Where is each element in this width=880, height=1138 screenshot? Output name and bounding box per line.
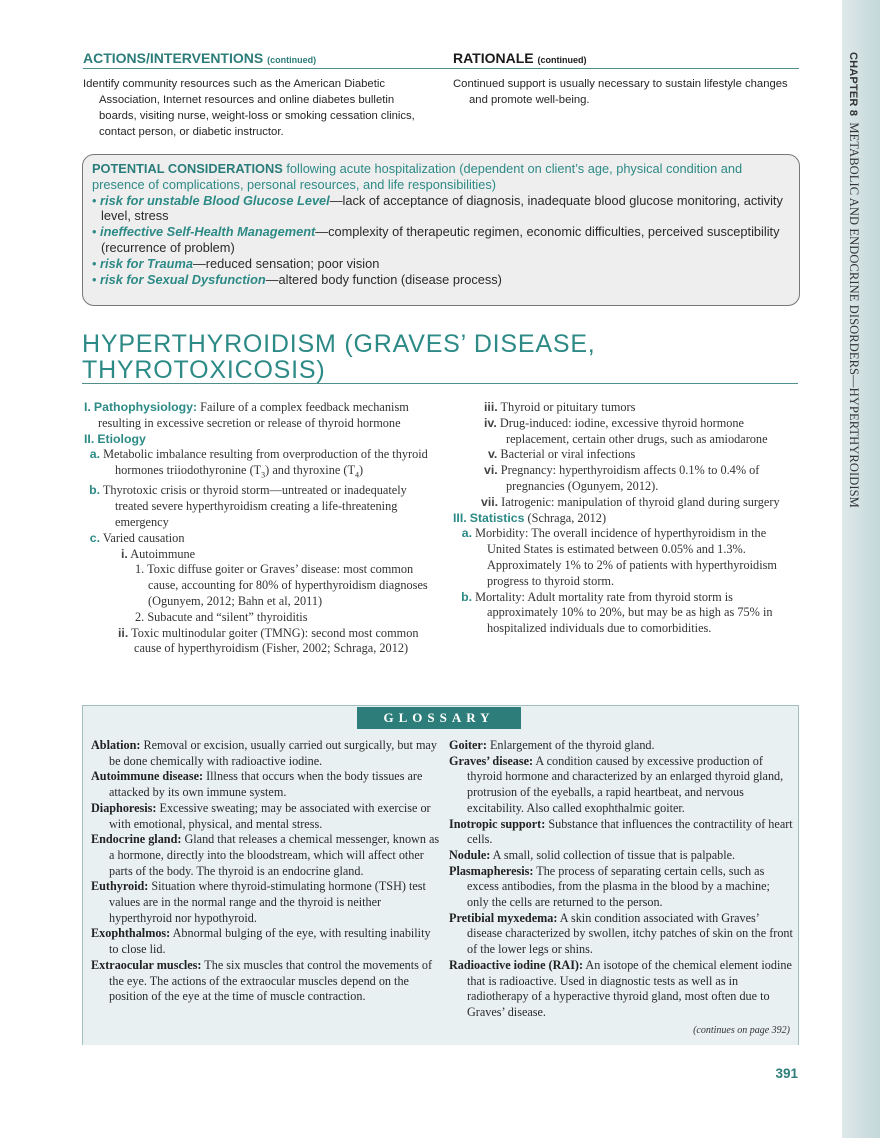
glossary-title: GLOSSARY xyxy=(357,707,521,729)
continued-label: (continued) xyxy=(267,55,317,65)
glossary-entry: Euthyroid: Situation where thyroid-stimulating hormone (TSH) test values are in the normal range and the thyroid is neither hyperthyroid nor hypothyroid. xyxy=(91,879,426,925)
outline-item-c-i-2: 2. Subacute and “silent” thyroiditis xyxy=(135,609,308,624)
outline-item-c-iii: iii. Thyroid or pituitary tumors xyxy=(484,400,636,414)
continues-note: (continues on page 392) xyxy=(693,1025,790,1036)
glossary-entry: Ablation: Removal or excision, usually carried out surgically, but may be done chemically with radioactive iodine. xyxy=(91,738,437,768)
glossary-entry: Inotropic support: Substance that influences the contractility of heart cells. xyxy=(449,816,793,847)
potential-considerations-box xyxy=(82,154,800,306)
glossary-entry: Autoimmune disease: Illness that occurs when the body tissues are attacked by its own immune system. xyxy=(91,769,423,800)
page-title: HYPERTHYROIDISM (GRAVES’ DISEASE, THYROTOXICOSIS) xyxy=(82,330,596,384)
outline-left-column xyxy=(84,400,429,657)
outline-section-statistics: III. Statistics (Schraga, 2012) xyxy=(453,510,607,525)
outline-section-pathophysiology: I. Pathophysiology: Failure of a complex feedback mechanism resulting in excessive secretion or release of thyroid hormone xyxy=(84,400,409,430)
chapter-label: CHAPTER 8 xyxy=(847,52,859,117)
consideration-item: • ineffective Self-Health Management—complexity of therapeutic regimen, economic difficulties, perceived susceptibility (recurrence of problem) xyxy=(92,224,780,255)
outline-item-c-v: v. Bacterial or viral infections xyxy=(488,447,636,462)
consideration-item: • risk for unstable Blood Glucose Level—lack of acceptance of diagnosis, inadequate blood glucose monitoring, activity level, stress xyxy=(92,192,783,224)
page-number: 391 xyxy=(775,1066,798,1081)
glossary-entry: Radioactive iodine (RAI): An isotope of the chemical element iodine that is radioactive. Used in diagnostic tests as well as in radiotherapy of a hyperactive thyroid gland, most often due to Graves’ disease. xyxy=(449,957,792,1019)
action-item: Identify community resources such as the American Diabetic Association, Internet resources and online diabetes bulletin boards, visiting nurse, weight-loss or smoking cessation clinics, contact person, or diabetic instructor. xyxy=(83,78,415,138)
outline-item-c: c. Varied causation xyxy=(89,530,185,545)
outline-section-etiology: II. Etiology xyxy=(84,431,146,446)
outline-item-c-vi: vi. Pregnancy: hyperthyroidism affects 0.1% to 0.4% of pregnancies (Ogunyem, 2012). xyxy=(484,463,760,493)
actions-column-header: ACTIONS/INTERVENTIONS (continued) xyxy=(83,50,317,66)
chapter-title: METABOLIC AND ENDOCRINE DISORDERS—HYPERTHYROIDISM xyxy=(847,122,861,508)
outline-statistics-a: a. Morbidity: The overall incidence of hyperthyroidism in the United States is estimated between 0.05% and 1.3%. Approximately 1% to 2% of patients with hyperthyroidism progress to thyroid storm. xyxy=(461,526,777,588)
glossary-entry: Exophthalmos: Abnormal bulging of the eye, with resulting inability to close lid. xyxy=(91,926,431,957)
rationale-item: Continued support is usually necessary to sustain lifestyle changes and promote well-being. xyxy=(453,78,788,106)
consideration-item: • risk for Trauma—reduced sensation; poor vision xyxy=(92,255,380,271)
glossary-entry: Pretibial myxedema: A skin condition associated with Graves’ disease characterized by swollen, itchy patches of skin on the front of the lower legs or shins. xyxy=(449,910,793,957)
consideration-item: • risk for Sexual Dysfunction—altered body function (disease process) xyxy=(92,271,502,287)
outline-item-c-vii: vii. Iatrogenic: manipulation of thyroid gland during surgery xyxy=(481,494,780,509)
glossary-right-column xyxy=(449,738,794,1021)
outline-item-c-ii: ii. Toxic multinodular goiter (TMNG): second most common cause of hyperthyroidism (Fisher, 2002; Schraga, 2012) xyxy=(118,625,419,656)
outline-item-c-i-1: 1. Toxic diffuse goiter or Graves’ disease: most common cause, accounting for 80% of hyperthyroidism diagnoses (Ogunyem, 2012; Bahn et al, 2011) xyxy=(135,562,428,609)
considerations-intro: POTENTIAL CONSIDERATIONS following acute hospitalization (dependent on client’s age, physical condition and presence of complications, personal resources, and life responsibilities) xyxy=(92,161,743,192)
glossary-entry: Endocrine gland: Gland that releases a chemical messenger, known as a hormone, directly into the bloodstream, which will affect other parts of the body. The thyroid is an endocrine gland. xyxy=(91,832,440,878)
continued-label: (continued) xyxy=(537,55,587,65)
title-divider xyxy=(82,383,798,384)
considerations-heading: POTENTIAL CONSIDERATIONS xyxy=(92,161,283,176)
outline-item-b: b. Thyrotoxic crisis or thyroid storm—untreated or inadequately treated severe hyperthyroidism creating a life-threatening emergency xyxy=(89,483,407,530)
outline-item-c-i: i. Autoimmune xyxy=(121,546,196,561)
glossary-entry: Extraocular muscles: The six muscles that control the movements of the eye. The actions of the extraocular muscles depend on the position of the eye at the time of muscle contraction. xyxy=(91,957,433,1004)
outline-item-a: a. Metabolic imbalance resulting from overproduction of the thyroid hormones triiodothyronine $(T_3)$ and thyroxine $(T_4)$ xyxy=(89,447,428,480)
glossary-left-column xyxy=(91,738,441,1005)
glossary-entry: Plasmapheresis: The process of separating certain cells, such as excess antibodies, from the plasma in the blood by a machine; only the cells are returned to the person. xyxy=(449,863,770,910)
glossary-entry: Goiter: Enlargement of the thyroid gland. xyxy=(449,738,655,752)
glossary-entry: Graves’ disease: A condition caused by excessive production of thyroid hormone and characterized by an enlarged thyroid gland, protrusion of the eyeballs, a rapid heartbeat, and nervous excitability. Also called exophthalmic goiter. xyxy=(449,753,784,815)
chapter-side-title xyxy=(846,52,861,508)
header-divider xyxy=(83,68,799,69)
outline-item-c-iv: iv. Drug-induced: iodine, excessive thyroid hormone replacement, certain other drugs, such as amiodarone xyxy=(484,415,768,446)
outline-right-column xyxy=(453,400,798,637)
rationale-column-header: RATIONALE (continued) xyxy=(453,50,587,66)
glossary-entry: Diaphoresis: Excessive sweating; may be associated with exercise or with emotional, physical, and mental stress. xyxy=(91,800,431,831)
outline-statistics-b: b. Mortality: Adult mortality rate from thyroid storm is approximately 10% to 20%, but may be as high as 75% in hospitalized individuals due to comorbidities. xyxy=(461,589,773,636)
glossary-entry: Nodule: A small, solid collection of tissue that is palpable. xyxy=(449,847,736,862)
